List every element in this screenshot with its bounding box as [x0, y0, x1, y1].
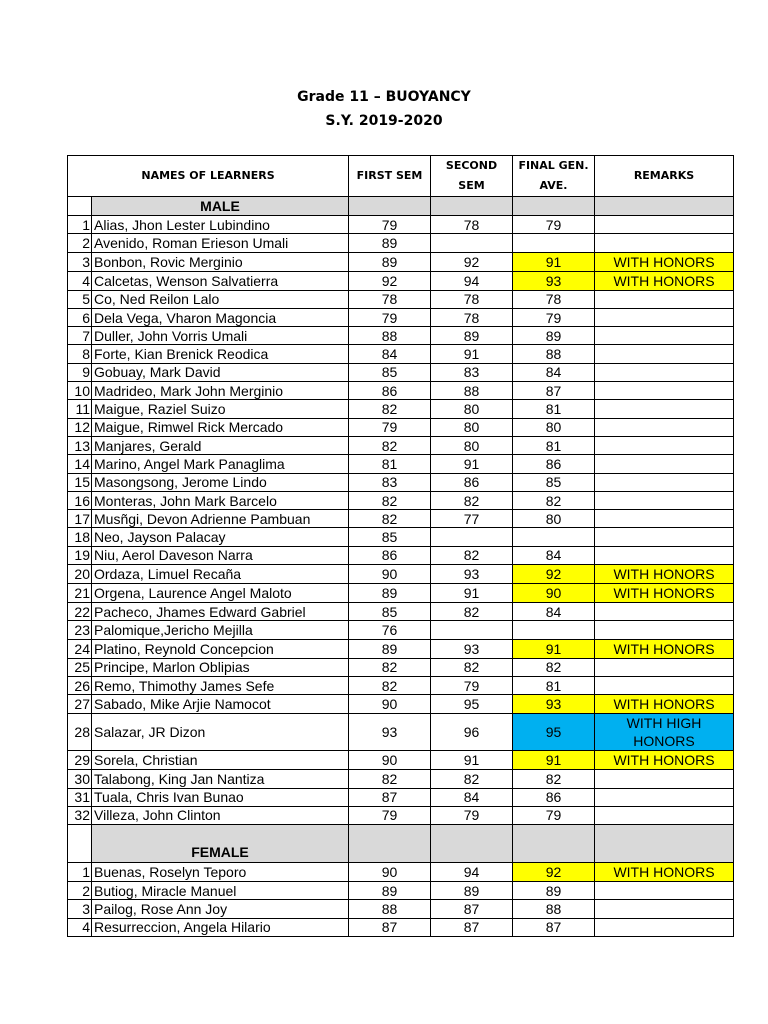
learner-name: Marino, Angel Mark Panaglima	[92, 455, 349, 473]
final-average: 85	[513, 473, 595, 491]
first-sem-grade: 90	[349, 751, 431, 770]
final-average: 87	[513, 918, 595, 936]
second-sem-grade: 79	[431, 806, 513, 824]
second-sem-grade: 80	[431, 418, 513, 436]
learner-name: Sorela, Christian	[92, 751, 349, 770]
section-number-cell	[68, 825, 92, 863]
row-number: 7	[68, 327, 92, 345]
row-number: 12	[68, 418, 92, 436]
first-sem-grade: 79	[349, 216, 431, 234]
remarks-cell	[595, 436, 734, 454]
remarks-header: REMARKS	[595, 156, 734, 197]
learner-name: Pacheco, Jhames Edward Gabriel	[92, 603, 349, 621]
table-row	[68, 528, 734, 546]
first-sem-grade: 79	[349, 308, 431, 326]
remarks-cell: WITH HONORS	[595, 252, 734, 271]
section-filler-cell	[595, 197, 734, 216]
final-average	[513, 621, 595, 639]
row-number: 26	[68, 676, 92, 694]
first-sem-grade: 82	[349, 676, 431, 694]
table-row	[68, 382, 734, 400]
second-sem-grade: 80	[431, 436, 513, 454]
final-average: 91	[513, 252, 595, 271]
remarks-cell	[595, 400, 734, 418]
table-row	[68, 751, 734, 770]
remarks-cell	[595, 882, 734, 900]
row-number: 14	[68, 455, 92, 473]
section-filler-cell	[513, 197, 595, 216]
second-sem-grade	[431, 234, 513, 252]
final-average: 81	[513, 676, 595, 694]
remarks-cell	[595, 308, 734, 326]
table-row	[68, 216, 734, 234]
second-sem-grade: 88	[431, 382, 513, 400]
final-average	[513, 234, 595, 252]
final-average: 78	[513, 290, 595, 308]
first-sem-grade: 86	[349, 382, 431, 400]
second-sem-grade: 82	[431, 491, 513, 509]
learner-name: Masongsong, Jerome Lindo	[92, 473, 349, 491]
final-average: 79	[513, 806, 595, 824]
row-number: 27	[68, 695, 92, 714]
final-average: 95	[513, 714, 595, 751]
remarks-cell	[595, 658, 734, 676]
row-number: 1	[68, 216, 92, 234]
table-row	[68, 491, 734, 509]
remarks-cell	[595, 770, 734, 788]
first-sem-grade: 82	[349, 510, 431, 528]
section-row	[68, 825, 734, 863]
final-average: 84	[513, 363, 595, 381]
final-average: 88	[513, 345, 595, 363]
row-number: 31	[68, 788, 92, 806]
second-sem-grade: 91	[431, 455, 513, 473]
final-average: 86	[513, 788, 595, 806]
remarks-cell: WITH HONORS	[595, 565, 734, 584]
table-row	[68, 400, 734, 418]
section-filler-cell	[431, 197, 513, 216]
remarks-cell	[595, 290, 734, 308]
remarks-cell: WITH HONORS	[595, 751, 734, 770]
learner-name: Pailog, Rose Ann Joy	[92, 900, 349, 918]
remarks-cell	[595, 216, 734, 234]
learner-name: Villeza, John Clinton	[92, 806, 349, 824]
second-sem-grade: 94	[431, 271, 513, 290]
first-sem-grade: 88	[349, 900, 431, 918]
remarks-cell	[595, 234, 734, 252]
table-row	[68, 546, 734, 564]
table-row	[68, 900, 734, 918]
table-row	[68, 510, 734, 528]
learner-name: Manjares, Gerald	[92, 436, 349, 454]
final-average: 90	[513, 584, 595, 603]
first-sem-grade: 76	[349, 621, 431, 639]
table-row	[68, 418, 734, 436]
table-row	[68, 363, 734, 381]
learner-name: Neo, Jayson Palacay	[92, 528, 349, 546]
first-sem-grade: 90	[349, 695, 431, 714]
row-number: 2	[68, 234, 92, 252]
table-row	[68, 290, 734, 308]
learner-name: Resurreccion, Angela Hilario	[92, 918, 349, 936]
second-sem-grade: 92	[431, 252, 513, 271]
second-sem-grade: 87	[431, 900, 513, 918]
learner-name: Tuala, Chris Ivan Bunao	[92, 788, 349, 806]
table-row	[68, 676, 734, 694]
learner-name: Salazar, JR Dizon	[92, 714, 349, 751]
first-sem-grade: 89	[349, 584, 431, 603]
learner-name: Ordaza, Limuel Recaña	[92, 565, 349, 584]
remarks-cell: WITH HIGH HONORS	[595, 714, 734, 751]
final-average: 81	[513, 436, 595, 454]
remarks-cell	[595, 455, 734, 473]
final-average: 93	[513, 271, 595, 290]
first-sem-grade: 89	[349, 882, 431, 900]
remarks-cell	[595, 621, 734, 639]
section-filler-cell	[513, 825, 595, 863]
remarks-cell	[595, 918, 734, 936]
school-year: S.Y. 2019-2020	[325, 113, 443, 129]
first-sem-grade: 85	[349, 603, 431, 621]
second-sem-grade: 82	[431, 658, 513, 676]
first-sem-grade: 84	[349, 345, 431, 363]
final-average: 89	[513, 327, 595, 345]
learner-name: Bonbon, Rovic Merginio	[92, 252, 349, 271]
learner-name: Duller, John Vorris Umali	[92, 327, 349, 345]
remarks-cell	[595, 363, 734, 381]
row-number: 10	[68, 382, 92, 400]
final-average: 92	[513, 565, 595, 584]
second-sem-grade: 89	[431, 327, 513, 345]
table-row	[68, 882, 734, 900]
remarks-cell: WITH HONORS	[595, 271, 734, 290]
table-row	[68, 234, 734, 252]
table-row	[68, 473, 734, 491]
remarks-cell	[595, 510, 734, 528]
first-sem-grade: 82	[349, 400, 431, 418]
second-sem-grade: 82	[431, 770, 513, 788]
final-average: 92	[513, 863, 595, 882]
first-sem-grade: 93	[349, 714, 431, 751]
table-row	[68, 327, 734, 345]
table-row	[68, 788, 734, 806]
second-sem-grade: 91	[431, 345, 513, 363]
row-number: 32	[68, 806, 92, 824]
row-number: 25	[68, 658, 92, 676]
row-number: 28	[68, 714, 92, 751]
first-sem-grade: 89	[349, 252, 431, 271]
row-number: 29	[68, 751, 92, 770]
row-number: 30	[68, 770, 92, 788]
names-header: NAMES OF LEARNERS	[68, 156, 349, 197]
final-average: 79	[513, 308, 595, 326]
final-average: 81	[513, 400, 595, 418]
final-average: 82	[513, 658, 595, 676]
second-sem-grade: 91	[431, 584, 513, 603]
learner-name: Palomique,Jericho Mejilla	[92, 621, 349, 639]
learner-name: Monteras, John Mark Barcelo	[92, 491, 349, 509]
first-sem-grade: 86	[349, 546, 431, 564]
table-row	[68, 639, 734, 658]
first-sem-grade: 83	[349, 473, 431, 491]
first-sem-grade: 78	[349, 290, 431, 308]
final-average: 82	[513, 491, 595, 509]
section-filler-cell	[595, 825, 734, 863]
first-sem-grade: 82	[349, 491, 431, 509]
second-sem-header: SECOND SEM	[431, 156, 513, 197]
first-sem-grade: 82	[349, 436, 431, 454]
second-sem-grade: 80	[431, 400, 513, 418]
row-number: 23	[68, 621, 92, 639]
second-sem-grade	[431, 528, 513, 546]
table-row	[68, 621, 734, 639]
table-row	[68, 863, 734, 882]
row-number: 1	[68, 863, 92, 882]
final-average: 80	[513, 510, 595, 528]
row-number: 18	[68, 528, 92, 546]
first-sem-grade: 92	[349, 271, 431, 290]
first-sem-grade: 82	[349, 770, 431, 788]
table-row	[68, 714, 734, 751]
second-sem-grade: 82	[431, 603, 513, 621]
second-sem-grade: 83	[431, 363, 513, 381]
row-number: 4	[68, 271, 92, 290]
second-sem-grade: 84	[431, 788, 513, 806]
row-number: 17	[68, 510, 92, 528]
first-sem-grade: 90	[349, 863, 431, 882]
remarks-cell	[595, 806, 734, 824]
first-sem-grade: 87	[349, 788, 431, 806]
second-sem-grade: 96	[431, 714, 513, 751]
table-row	[68, 658, 734, 676]
row-number: 19	[68, 546, 92, 564]
second-sem-grade: 77	[431, 510, 513, 528]
table-row	[68, 271, 734, 290]
section-label: FEMALE	[92, 825, 349, 863]
first-sem-grade: 79	[349, 418, 431, 436]
row-number: 16	[68, 491, 92, 509]
learner-name: Calcetas, Wenson Salvatierra	[92, 271, 349, 290]
learner-name: Musñgi, Devon Adrienne Pambuan	[92, 510, 349, 528]
learner-name: Co, Ned Reilon Lalo	[92, 290, 349, 308]
learner-name: Orgena, Laurence Angel Maloto	[92, 584, 349, 603]
second-sem-grade: 93	[431, 639, 513, 658]
remarks-cell	[595, 418, 734, 436]
row-number: 9	[68, 363, 92, 381]
final-average: 86	[513, 455, 595, 473]
second-sem-grade: 87	[431, 918, 513, 936]
table-row	[68, 345, 734, 363]
row-number: 15	[68, 473, 92, 491]
table-row	[68, 565, 734, 584]
second-sem-grade: 79	[431, 676, 513, 694]
remarks-cell: WITH HONORS	[595, 639, 734, 658]
final-average: 93	[513, 695, 595, 714]
section-label: MALE	[92, 197, 349, 216]
table-row	[68, 770, 734, 788]
row-number: 20	[68, 565, 92, 584]
first-sem-grade: 89	[349, 639, 431, 658]
row-number: 11	[68, 400, 92, 418]
table-row	[68, 584, 734, 603]
learner-name: Alias, Jhon Lester Lubindino	[92, 216, 349, 234]
final-average	[513, 528, 595, 546]
final-average: 91	[513, 751, 595, 770]
row-number: 24	[68, 639, 92, 658]
learner-name: Dela Vega, Vharon Magoncia	[92, 308, 349, 326]
row-number: 6	[68, 308, 92, 326]
first-sem-grade: 87	[349, 918, 431, 936]
row-number: 3	[68, 252, 92, 271]
second-sem-grade: 78	[431, 216, 513, 234]
learner-name: Forte, Kian Brenick Reodica	[92, 345, 349, 363]
learner-name: Sabado, Mike Arjie Namocot	[92, 695, 349, 714]
remarks-cell	[595, 345, 734, 363]
remarks-cell	[595, 327, 734, 345]
second-sem-grade: 78	[431, 290, 513, 308]
row-number: 4	[68, 918, 92, 936]
remarks-cell	[595, 491, 734, 509]
final-average: 82	[513, 770, 595, 788]
document-title: Grade 11 – BUOYANCY	[297, 89, 471, 105]
first-sem-grade: 89	[349, 234, 431, 252]
remarks-cell	[595, 528, 734, 546]
grades-table	[67, 155, 734, 937]
learner-name: Maigue, Rimwel Rick Mercado	[92, 418, 349, 436]
second-sem-grade: 95	[431, 695, 513, 714]
final-average: 89	[513, 882, 595, 900]
final-average: 88	[513, 900, 595, 918]
second-sem-grade: 89	[431, 882, 513, 900]
remarks-cell: WITH HONORS	[595, 695, 734, 714]
table-body	[68, 197, 734, 937]
first-sem-grade: 79	[349, 806, 431, 824]
first-sem-grade: 90	[349, 565, 431, 584]
table-row	[68, 603, 734, 621]
remarks-cell: WITH HONORS	[595, 863, 734, 882]
learner-name: Avenido, Roman Erieson Umali	[92, 234, 349, 252]
final-average: 79	[513, 216, 595, 234]
remarks-cell	[595, 676, 734, 694]
remarks-cell	[595, 900, 734, 918]
first-sem-grade: 85	[349, 528, 431, 546]
remarks-cell	[595, 473, 734, 491]
table-row	[68, 436, 734, 454]
learner-name: Butiog, Miracle Manuel	[92, 882, 349, 900]
header-row	[68, 156, 734, 197]
row-number: 22	[68, 603, 92, 621]
first-sem-grade: 82	[349, 658, 431, 676]
row-number: 21	[68, 584, 92, 603]
row-number: 8	[68, 345, 92, 363]
first-sem-grade: 85	[349, 363, 431, 381]
learner-name: Principe, Marlon Oblipias	[92, 658, 349, 676]
final-average: 87	[513, 382, 595, 400]
learner-name: Gobuay, Mark David	[92, 363, 349, 381]
section-row	[68, 197, 734, 216]
table-row	[68, 806, 734, 824]
first-sem-grade: 88	[349, 327, 431, 345]
learner-name: Maigue, Raziel Suizo	[92, 400, 349, 418]
first-sem-grade: 81	[349, 455, 431, 473]
remarks-cell	[595, 603, 734, 621]
table-row	[68, 695, 734, 714]
learner-name: Remo, Thimothy James Sefe	[92, 676, 349, 694]
table-row	[68, 455, 734, 473]
section-number-cell	[68, 197, 92, 216]
second-sem-grade: 86	[431, 473, 513, 491]
second-sem-grade: 78	[431, 308, 513, 326]
second-sem-grade: 94	[431, 863, 513, 882]
learner-name: Platino, Reynold Concepcion	[92, 639, 349, 658]
final-average: 80	[513, 418, 595, 436]
table-row	[68, 918, 734, 936]
section-filler-cell	[349, 197, 431, 216]
learner-name: Buenas, Roselyn Teporo	[92, 863, 349, 882]
remarks-cell: WITH HONORS	[595, 584, 734, 603]
row-number: 13	[68, 436, 92, 454]
first-sem-header: FIRST SEM	[349, 156, 431, 197]
second-sem-grade: 93	[431, 565, 513, 584]
second-sem-grade	[431, 621, 513, 639]
remarks-cell	[595, 546, 734, 564]
row-number: 2	[68, 882, 92, 900]
remarks-cell	[595, 788, 734, 806]
remarks-cell	[595, 382, 734, 400]
learner-name: Madrideo, Mark John Merginio	[92, 382, 349, 400]
section-filler-cell	[349, 825, 431, 863]
section-filler-cell	[431, 825, 513, 863]
final-ave-header: FINAL GEN. AVE.	[513, 156, 595, 197]
final-average: 91	[513, 639, 595, 658]
final-average: 84	[513, 603, 595, 621]
second-sem-grade: 91	[431, 751, 513, 770]
final-average: 84	[513, 546, 595, 564]
row-number: 5	[68, 290, 92, 308]
learner-name: Niu, Aerol Daveson Narra	[92, 546, 349, 564]
second-sem-grade: 82	[431, 546, 513, 564]
learner-name: Talabong, King Jan Nantiza	[92, 770, 349, 788]
table-row	[68, 308, 734, 326]
table-row	[68, 252, 734, 271]
row-number: 3	[68, 900, 92, 918]
